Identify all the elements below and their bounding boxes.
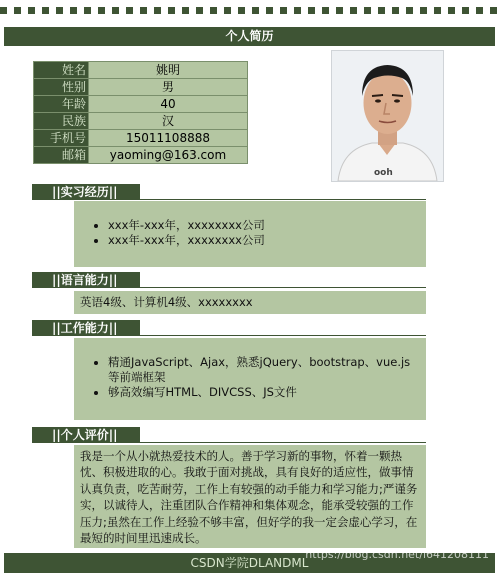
section-divider	[32, 442, 426, 443]
list-item: • xxx年-xxx年，xxxxxxxx公司	[108, 233, 426, 248]
language-box	[74, 291, 426, 314]
footer: CSDN学院DLANDML	[4, 553, 495, 573]
evaluation-box	[74, 445, 426, 548]
profile-photo	[331, 50, 444, 182]
info-label: 年龄	[34, 96, 89, 113]
list-item: • 够高效编写HTML、DIVCSS、JS文件	[108, 385, 420, 400]
info-row-gender	[34, 79, 248, 96]
info-row-age	[34, 96, 248, 113]
info-row-ethnicity	[34, 113, 248, 130]
info-value: 姚明	[89, 62, 248, 79]
info-value: 15011108888	[89, 130, 248, 147]
section-title-work: ||工作能力||	[32, 320, 140, 336]
info-label: 手机号	[34, 130, 89, 147]
internship-list	[74, 218, 426, 248]
info-value: 40	[89, 96, 248, 113]
section-title-language: ||语言能力||	[32, 272, 140, 288]
info-label: 性别	[34, 79, 89, 96]
work-box	[74, 338, 426, 420]
section-divider	[32, 287, 426, 288]
info-row-phone	[34, 130, 248, 147]
section-title-evaluation: ||个人评价||	[32, 427, 140, 443]
info-value: 男	[89, 79, 248, 96]
decorative-dotted-border	[0, 7, 499, 14]
svg-text:ooh: ooh	[374, 168, 393, 178]
list-item: • 精通JavaScript、Ajax，熟悉jQuery、bootstrap、vue.js等前端框架	[108, 355, 420, 385]
info-value: yaoming@163.com	[89, 147, 248, 164]
section-divider	[32, 199, 426, 200]
language-text: 英语4级、计算机4级、xxxxxxxx	[80, 295, 253, 309]
list-item: • xxx年-xxx年，xxxxxxxx公司	[108, 218, 426, 233]
section-divider	[32, 335, 426, 336]
profile-photo-illustration	[332, 51, 443, 181]
work-list	[74, 355, 420, 400]
evaluation-text: 我是一个从小就热爱技术的人。善于学习新的事物，怀着一颗热忱、积极进取的心。我敢于面对挑战，具有良好的适应性，做事情认真负责，吃苦耐劳，工作上有较强的动手能力和学习能力;严谨务实，以诚待人，注重团队合作精神和集体观念，能承受较强的工作压力;虽然在工作上经验不够丰富，但好学的我一定会虚心学习，在最短的时间里迅速成长。	[80, 449, 418, 546]
internship-box	[74, 201, 426, 267]
info-value: 汉	[89, 113, 248, 130]
personal-info-table	[33, 61, 248, 164]
info-label: 姓名	[34, 62, 89, 79]
section-title-internship: ||实习经历||	[32, 184, 140, 200]
info-row-name	[34, 62, 248, 79]
info-label: 民族	[34, 113, 89, 130]
info-label: 邮箱	[34, 147, 89, 164]
page-title: 个人简历	[4, 27, 495, 46]
watermark-text: https://blog.csdn.net/i641208111	[305, 548, 489, 561]
info-row-email	[34, 147, 248, 164]
